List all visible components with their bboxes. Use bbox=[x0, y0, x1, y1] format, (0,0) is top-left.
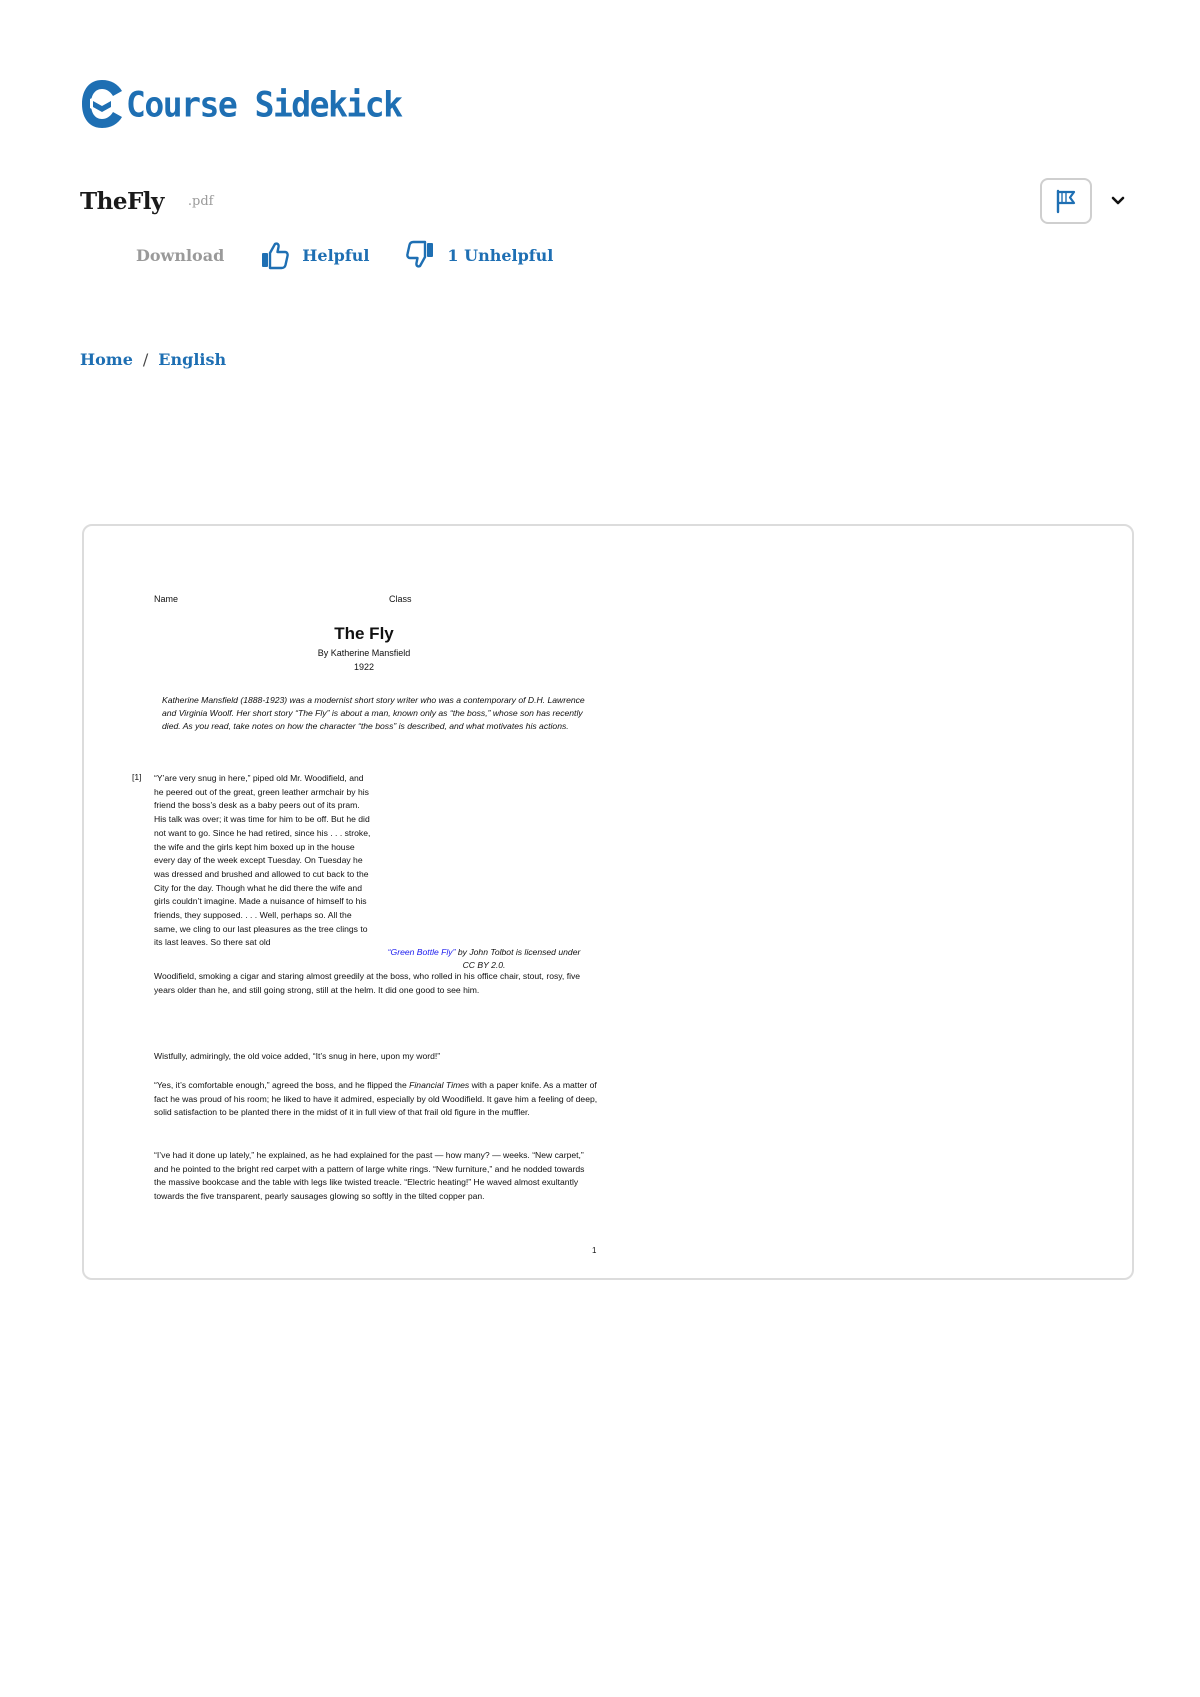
document-page bbox=[84, 526, 669, 1280]
thumbs-up-icon bbox=[260, 240, 290, 270]
paragraph-3 bbox=[154, 1079, 598, 1120]
helpful-button[interactable] bbox=[260, 240, 369, 270]
document-actions bbox=[136, 238, 589, 272]
caption-license: by John Tolbot is licensed under CC BY 2.0. bbox=[455, 947, 581, 970]
report-flag-button[interactable] bbox=[1040, 178, 1092, 224]
course-sidekick-logo[interactable] bbox=[80, 76, 402, 132]
chevron-down-icon bbox=[1110, 193, 1126, 209]
thumbs-down-icon bbox=[405, 240, 435, 270]
flag-icon bbox=[1053, 188, 1079, 214]
image-caption bbox=[384, 946, 584, 972]
document-heading bbox=[80, 188, 214, 215]
page-number: 1 bbox=[592, 1246, 597, 1255]
document-title: TheFly bbox=[80, 188, 164, 215]
helpful-label: Helpful bbox=[302, 245, 370, 265]
breadcrumb bbox=[80, 350, 226, 369]
more-options-toggle[interactable] bbox=[1110, 193, 1126, 209]
download-button[interactable]: Download bbox=[136, 245, 225, 265]
breadcrumb-separator: / bbox=[142, 350, 149, 369]
breadcrumb-home[interactable]: Home bbox=[80, 350, 133, 369]
paragraph-3-end: with a paper knife. As a matter of fact he was proud of his room; he liked to have it admired, especially by old Woodifield. It gave him a feeling of deep, solid satisfaction to be planted there in the midst of it in full view of that frail old figure in the muffler. bbox=[154, 1080, 598, 1118]
paragraph-1-column: “Y’are very snug in here,” piped old Mr. Woodifield, and he peered out of the great, green leather armchair by his friend the boss’s desk as a baby peers out of its pram. His talk was over; it was time for him to be off. But he did not want to go. Since he had retired, since his . . . stroke, the wife and the girls kept him boxed up in the house every day of the week except Tuesday. On Tuesday he was dressed and brushed and allowed to cut back to the City for the day. Though what he did there the wife and girls couldn’t imagine. Made a nuisance of himself to his friends, they supposed. . . . Well, perhaps so. All the same, we cling to our last pleasures as the tree clings to its last leaves. So there sat old bbox=[154, 773, 371, 948]
document-extension: .pdf bbox=[187, 194, 214, 209]
breadcrumb-english[interactable]: English bbox=[158, 350, 227, 369]
paragraph-1-continued: Woodifield, smoking a cigar and staring almost greedily at the boss, who rolled in his office chair, stout, rosy, five years older than he, and still going strong, still at the helm. It did one good to see him. bbox=[154, 971, 581, 995]
paragraph-number: [1] bbox=[132, 772, 142, 782]
unhelpful-label: 1 Unhelpful bbox=[447, 245, 554, 265]
story-introduction: Katherine Mansfield (1888-1923) was a modernist short story writer who was a contemporary of D.H. Lawrence and Virginia Woolf. Her short story “The Fly” is about a man, known only as “the boss,” whose son has recently died. As you read, take notes on how the character “the boss” is described, and what motivates his actions. bbox=[162, 695, 585, 731]
document-viewer[interactable] bbox=[82, 524, 1134, 1280]
caption-link[interactable]: “Green Bottle Fly” bbox=[387, 947, 456, 957]
logo-icon bbox=[80, 77, 124, 131]
story-title: The Fly bbox=[334, 624, 394, 643]
story-year: 1922 bbox=[353, 662, 375, 672]
brand-name: Course Sidekick bbox=[126, 83, 402, 125]
story-author: By Katherine Mansfield bbox=[317, 648, 411, 658]
class-label: Class bbox=[389, 594, 412, 604]
paragraph-3-italic: Financial Times bbox=[409, 1080, 470, 1090]
paragraph-2: Wistfully, admiringly, the old voice added, “It’s snug in here, upon my word!” bbox=[154, 1051, 441, 1061]
name-label: Name bbox=[154, 594, 179, 604]
unhelpful-button[interactable] bbox=[405, 240, 553, 270]
paragraph-4: “I’ve had it done up lately,” he explained, as he had explained for the past — how many? — weeks. “New carpet,” and he pointed to the bright red carpet with a pattern of large white rings. “New furniture,” and he nodded towards the massive bookcase and the table with legs like twisted treacle. “Electric heating!” He waved almost exultantly towards the five transparent, pearly sausages glowing so softly in the tilted copper pan. bbox=[154, 1150, 585, 1202]
paragraph-3-start: “Yes, it’s comfortable enough,” agreed the boss, and he flipped the bbox=[154, 1080, 410, 1090]
